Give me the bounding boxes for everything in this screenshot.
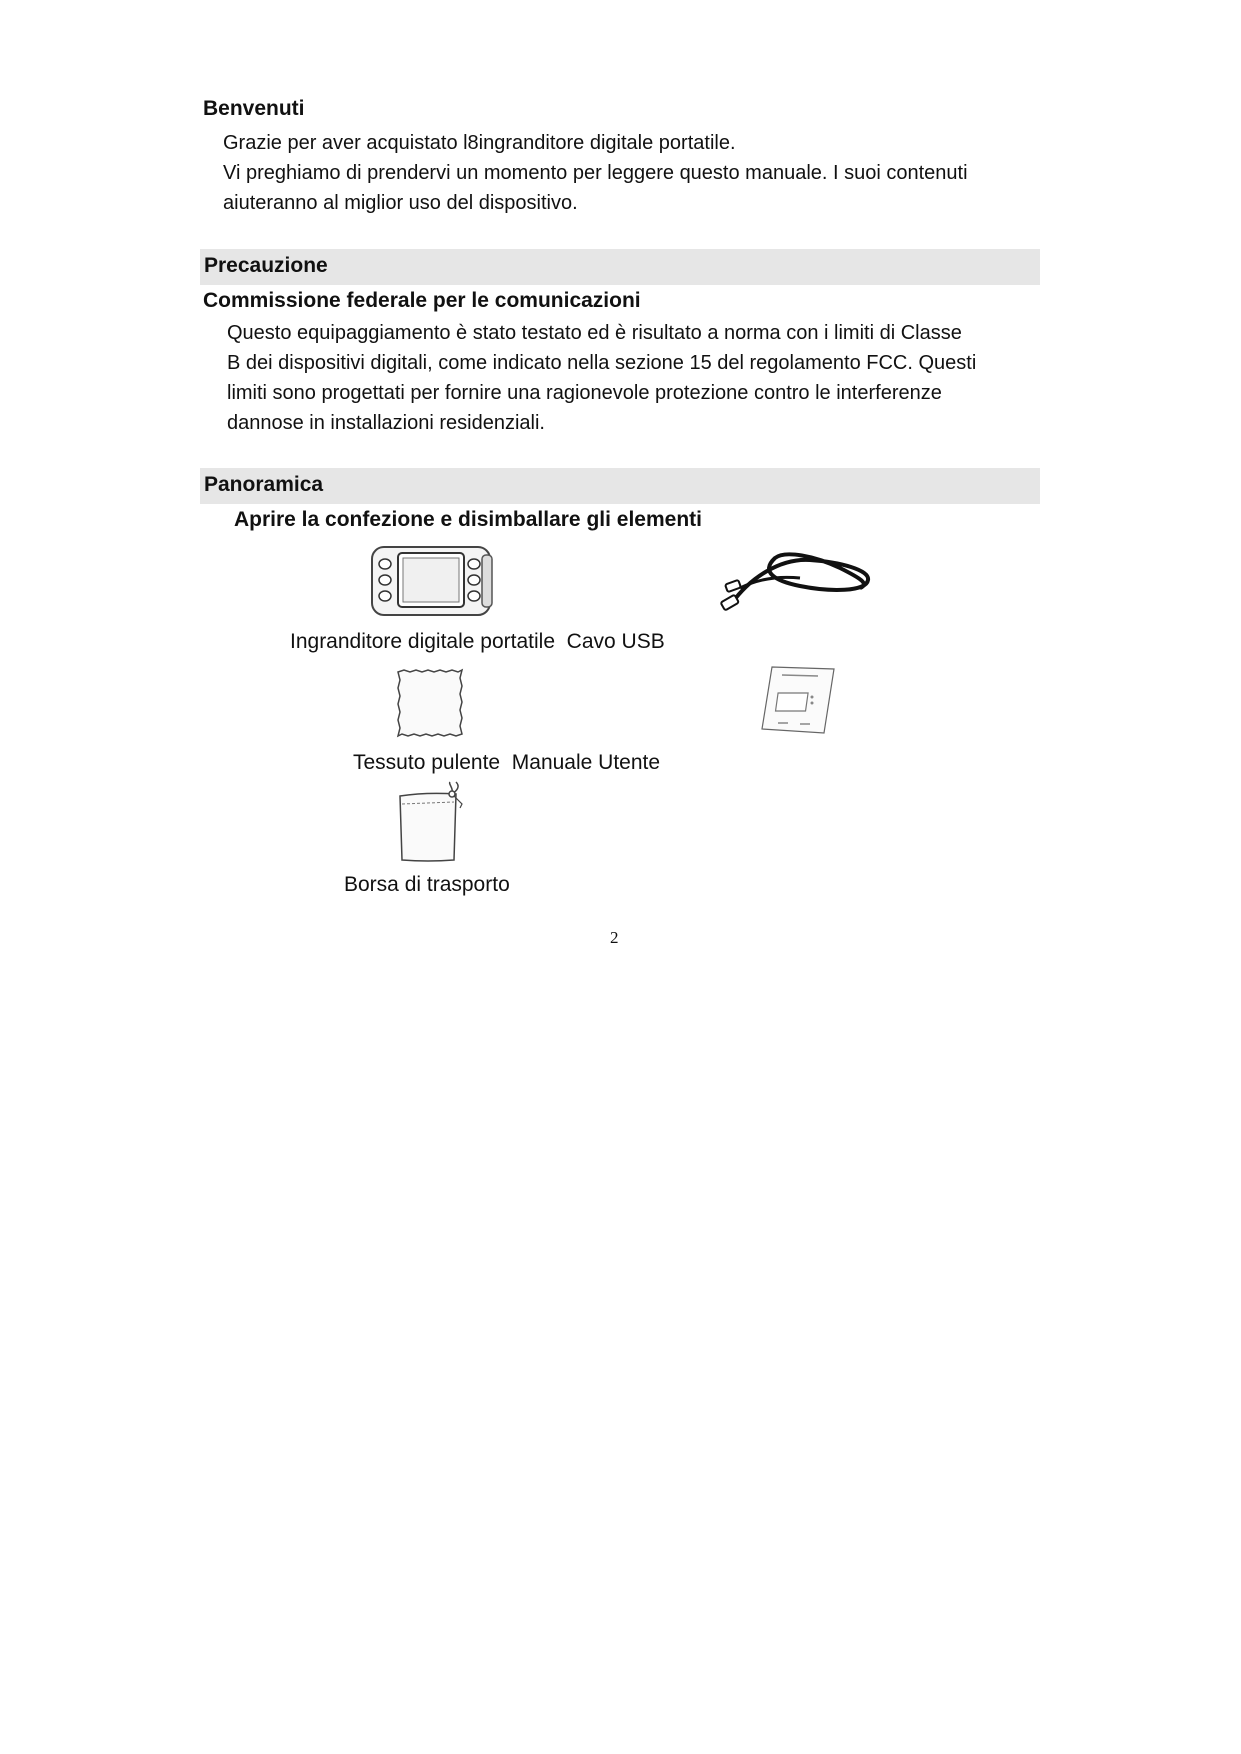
magnifier-device-icon (370, 545, 496, 617)
cleaning-cloth-icon (396, 668, 464, 738)
caption-row-3: Borsa di trasporto (344, 873, 510, 896)
welcome-line-3: aiuteranno al miglior uso del dispositivo. (223, 192, 578, 214)
precaution-line-2: B dei dispositivi digitali, come indicato nella sezione 15 del regolamento FCC. Questi (227, 352, 977, 374)
caption-row-2: Tessuto pulente Manuale Utente (353, 751, 661, 774)
precaution-title: Precauzione (204, 254, 328, 277)
precaution-line-3: limiti sono progettati per fornire una ragionevole protezione contro le interferenze (227, 382, 942, 404)
overview-subheading: Aprire la confezione e disimballare gli elementi (234, 508, 702, 531)
precaution-line-1: Questo equipaggiamento è stato testato ed è risultato a norma con i limiti di Classe (227, 322, 962, 344)
precaution-subheading: Commissione federale per le comunicazioni (203, 289, 641, 312)
precaution-line-4: dannose in installazioni residenziali. (227, 412, 545, 434)
welcome-line-1: Grazie per aver acquistato l8ingranditore digitale portatile. (223, 132, 736, 154)
overview-band (200, 468, 1040, 504)
user-manual-icon (760, 665, 836, 735)
precaution-band (200, 249, 1040, 285)
page-number: 2 (610, 928, 619, 947)
welcome-heading: Benvenuti (203, 97, 305, 120)
welcome-line-2: Vi preghiamo di prendervi un momento per leggere questo manuale. I suoi contenuti (223, 162, 968, 184)
carry-bag-icon (396, 780, 468, 864)
overview-title: Panoramica (204, 473, 324, 496)
usb-cable-icon (720, 548, 880, 618)
caption-row-1: Ingranditore digitale portatile Cavo USB (290, 630, 665, 653)
